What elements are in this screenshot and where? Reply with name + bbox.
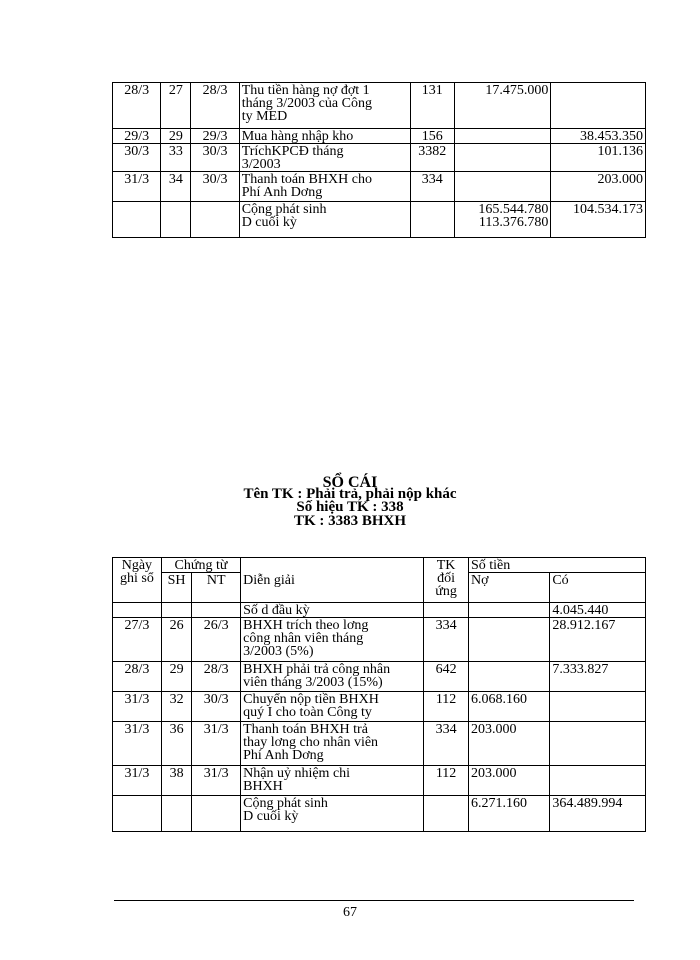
column-header-document: Chứng từ [161,558,240,573]
total-description [241,796,424,832]
doc-number: 36 [161,722,192,766]
credit-amount [550,766,646,796]
credit-amount [551,83,646,129]
description-line: ty MED [241,109,288,124]
column-header-amount: Số tiền [468,558,645,573]
table-row [113,83,646,129]
debit-amount [468,618,549,662]
doc-number: 38 [161,766,192,796]
description-line: TríchKPCĐ tháng [241,144,344,159]
entry-description [241,766,424,796]
description-line: D cuối kỳ [241,215,297,230]
doc-date: 29/3 [191,129,239,144]
doc-date: 26/3 [192,618,241,662]
column-header-description: Diễn giải [241,558,424,603]
debit-amount [468,662,549,692]
footer-divider [114,900,634,901]
total-credit: 364.489.994 [550,796,646,832]
total-row [113,202,646,238]
debit-amount [454,172,551,202]
page-number: 67 [343,905,357,920]
column-header-credit: Có [550,573,646,603]
description-line: quý I cho toàn Công ty [243,705,372,720]
description-line: Nhận uỷ nhiệm chi [243,766,351,781]
description-line: Chuyển nộp tiền BHXH [243,692,379,707]
account-code: Số hiệu TK : 338 [296,499,404,515]
credit-amount [550,722,646,766]
contra-account: 156 [410,129,454,144]
table-row [113,766,646,796]
description-line: BHXH [243,779,283,794]
entry-description [239,83,410,129]
description-line: BHXH trích theo lơng [243,618,369,633]
ledger-table-continued [112,82,646,238]
table-row [113,129,646,144]
opening-balance-credit: 4.045.440 [550,603,646,618]
total-debit [454,202,551,238]
empty-cell [424,796,469,832]
description-line: Cộng phát sinh [243,796,328,811]
column-header-contra-account: TK đối ứng [424,558,469,603]
contra-account: 334 [424,722,469,766]
sub-account: TK : 3383 BHXH [293,513,407,529]
description-line: Phí Anh Dơng [241,185,323,200]
entry-description [239,144,410,172]
contra-account: 642 [424,662,469,692]
debit-amount [454,144,551,172]
debit-amount [454,129,551,144]
entry-date: 30/3 [113,144,161,172]
credit-amount: 7.333.827 [550,662,646,692]
contra-account: 131 [410,83,454,129]
credit-amount: 203.000 [551,172,646,202]
doc-date: 30/3 [192,692,241,722]
entry-description [241,692,424,722]
column-header-debit: Nợ [468,573,549,603]
table-row [113,662,646,692]
entry-date: 31/3 [113,722,162,766]
description-line: Mua hàng nhập kho [241,129,354,144]
entry-description [241,662,424,692]
empty-cell [113,202,161,238]
total-debit: 6.271.160 [468,796,549,832]
debit-amount: 203.000 [468,766,549,796]
doc-number: 33 [161,144,191,172]
credit-amount: 101.136 [551,144,646,172]
credit-amount: 38.453.350 [551,129,646,144]
description-line: tháng 3/2003 của Công [241,96,372,111]
empty-cell [410,202,454,238]
empty-cell [192,603,241,618]
description-line: thay lơng cho nhân viên [243,735,379,750]
opening-balance-row [113,603,646,618]
closing-balance-amount: 113.376.780 [478,215,549,230]
empty-cell [468,603,549,618]
contra-account: 3382 [410,144,454,172]
table-row [113,692,646,722]
table-row [113,618,646,662]
total-description [239,202,410,238]
description-line: 3/2003 [241,157,281,172]
column-header-date: Ngày ghi sổ [113,558,162,603]
doc-number: 29 [161,129,191,144]
contra-account: 334 [424,618,469,662]
table-row [113,722,646,766]
entry-description [241,618,424,662]
entry-description [239,129,410,144]
empty-cell [113,796,162,832]
description-line: 3/2003 (5%) [243,644,314,659]
doc-date: 30/3 [191,144,239,172]
contra-account: 112 [424,692,469,722]
total-row [113,796,646,832]
doc-date: 28/3 [192,662,241,692]
credit-amount [550,692,646,722]
debit-amount: 6.068.160 [468,692,549,722]
entry-date: 28/3 [113,662,162,692]
entry-date: 29/3 [113,129,161,144]
ledger-title: SỔ CÁI [322,474,378,491]
description-line: Phí Anh Dơng [243,748,324,763]
entry-date: 27/3 [113,618,162,662]
doc-number: 26 [161,618,192,662]
description-line: Thanh toán BHXH cho [241,172,372,187]
empty-cell [192,796,241,832]
description-line: BHXH phải trả công nhân [243,662,391,677]
opening-balance-label: Số d đầu kỳ [241,603,424,618]
table-row [113,172,646,202]
empty-cell [161,796,192,832]
description-line: D cuối kỳ [243,809,299,824]
empty-cell [161,202,191,238]
total-debit-amount: 165.544.780 [478,202,549,217]
ledger-table-bhxh [112,557,646,832]
doc-number: 29 [161,662,192,692]
entry-date: 31/3 [113,766,162,796]
column-header-doc-date: NT [192,573,241,603]
empty-cell [113,603,162,618]
doc-number: 32 [161,692,192,722]
table-row [113,144,646,172]
description-line: công nhân viên tháng [243,631,364,646]
contra-account: 334 [410,172,454,202]
debit-amount: 17.475.000 [454,83,551,129]
account-name: Tên TK : Phải trả, phải nộp khác [243,486,457,502]
entry-description [241,722,424,766]
description-line: Cộng phát sinh [241,202,327,217]
empty-cell [161,603,192,618]
doc-date: 30/3 [191,172,239,202]
description-line: Thanh toán BHXH trả [243,722,368,737]
entry-date: 28/3 [113,83,161,129]
empty-cell [424,603,469,618]
description-line: viên tháng 3/2003 (15%) [243,675,383,690]
contra-account: 112 [424,766,469,796]
doc-number: 27 [161,83,191,129]
empty-cell [191,202,239,238]
header-row [113,558,646,573]
doc-date: 31/3 [192,766,241,796]
entry-date: 31/3 [113,692,162,722]
debit-amount: 203.000 [468,722,549,766]
total-credit: 104.534.173 [551,202,646,238]
entry-description [239,172,410,202]
doc-date: 31/3 [192,722,241,766]
entry-date: 31/3 [113,172,161,202]
doc-date: 28/3 [191,83,239,129]
column-header-doc-number: SH [161,573,192,603]
description-line: Thu tiền hàng nợ đợt 1 [241,83,370,98]
doc-number: 34 [161,172,191,202]
credit-amount: 28.912.167 [550,618,646,662]
